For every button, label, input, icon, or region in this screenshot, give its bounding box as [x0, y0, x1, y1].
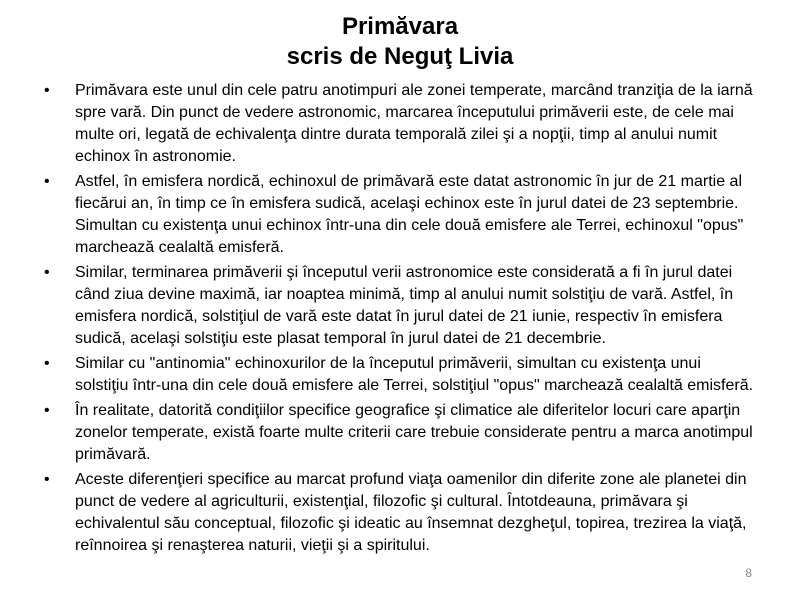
- bullet-item: [44, 80, 756, 168]
- bullet-text: Aceste diferenţieri specifice au marcat profund viaţa oamenilor din diferite zone ale planetei din punct de vedere al agriculturii, existenţial, filozofic şi cultural. Întotdeauna, primăvara şi echivalentul său conceptual, filozofic şi ideatic au însemnat dezgheţul, topirea, trezirea la viaţă, reînnoirea şi renaşterea naturii, vieţii şi a spiritului.: [75, 471, 747, 554]
- bullet-icon: •: [44, 173, 50, 190]
- bullet-icon: •: [44, 471, 50, 488]
- bullet-text: Similar, terminarea primăverii şi începutul verii astronomice este considerată a fi în jurul datei când ziua devine maximă, iar noaptea minimă, timp al anului numit solstiţiu de vară. Astfel, în emisfera nordică, solstiţiul de vară este datat în jurul datei de 21 iunie, respectiv în emisfera sudică, acelaşi solstiţiu este plasat temporal în jurul datei de 21 decembrie.: [75, 264, 734, 347]
- bullet-text: Astfel, în emisfera nordică, echinoxul de primăvară este datat astronomic în jur de 21 martie al fiecărui an, în timp ce în emisfera sudică, acelaşi echinox este în jurul datei de 23 septembrie. Simultan cu existenţa unui echinox într-una din cele două emisfere ale Terrei, echinoxul "opus" marchează cealaltă emisferă.: [75, 173, 744, 256]
- bullet-text: Primăvara este unul din cele patru anotimpuri ale zonei temperate, marcând tranziţia de la iarnă spre vară. Din punct de vedere astronomic, marcarea începutului primăverii este, de cele mai multe ori, legată de echivalenţa dintre durata temporală zilei şi a nopţii, timp al anului numit echinox în astronomie.: [75, 82, 753, 165]
- title-line-1: Primăvara: [341, 13, 459, 40]
- title-line-2: scris de Neguţ Livia: [286, 43, 514, 70]
- bullet-item: [44, 262, 756, 350]
- bullet-item: [44, 469, 756, 557]
- slide-title: [0, 12, 800, 72]
- bullet-icon: •: [44, 82, 50, 99]
- bullet-text: În realitate, datorită condiţiilor specifice geografice şi climatice ale diferitelor locuri care aparţin zonelor temperate, există foarte multe criterii care trebuie considerate pentru a marca anotimpul primăvară.: [75, 402, 753, 463]
- bullet-item: [44, 171, 756, 259]
- bullet-item: [44, 400, 756, 466]
- bullet-text: Similar cu "antinomia" echinoxurilor de la începutul primăverii, simultan cu existenţa unui solstiţiu într-una din cele două emisfere ale Terrei, solstiţiul "opus" marchează cealaltă emisferă.: [75, 355, 754, 394]
- bullet-icon: •: [44, 402, 50, 419]
- page-number: 8: [745, 566, 752, 580]
- bullet-icon: •: [44, 355, 50, 372]
- bullet-list: [44, 80, 756, 560]
- bullet-icon: •: [44, 264, 50, 281]
- bullet-item: [44, 353, 756, 397]
